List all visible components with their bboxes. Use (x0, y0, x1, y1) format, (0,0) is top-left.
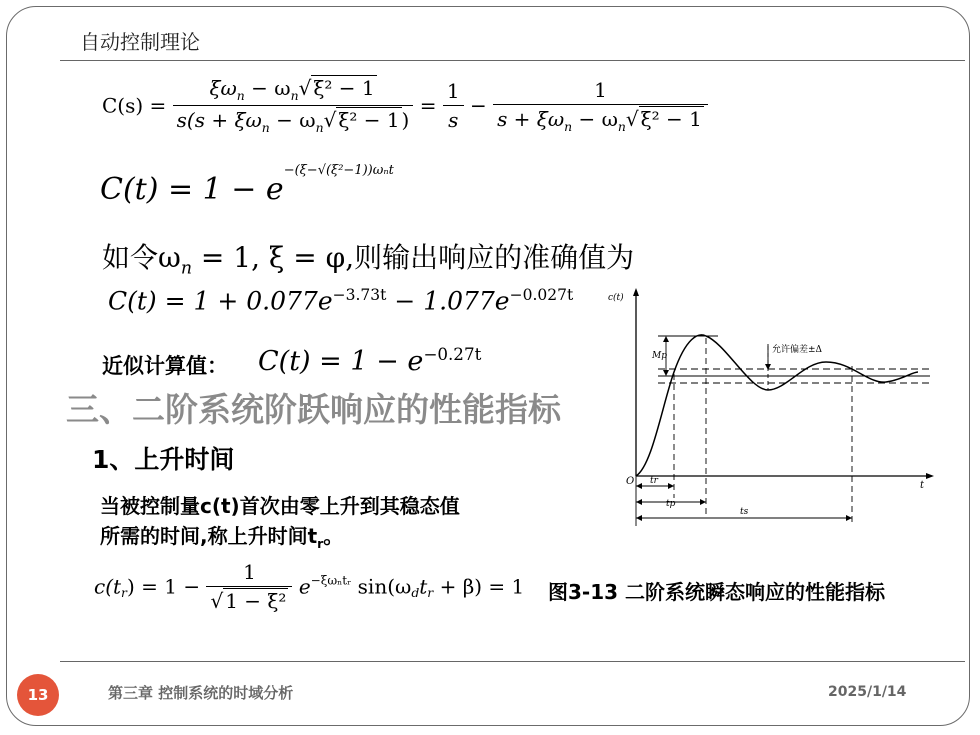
formula-rise-time: $c(t_r) = 1$ − $\frac{1}{\text{√ 1 − ξ²}}$ $e^{-\xi\omega_ntᵣ}$ $\sin(\omega_dt_r + \beta) = 1$ (94, 560, 525, 613)
rise-time-description: 当被控制量c(t)首次由零上升到其稳态值 所需的时间,称上升时间$t_r$。 (100, 494, 460, 551)
slide-header: 自动控制理论 (80, 30, 200, 54)
formula-exact-response: $C(t) = 1 + 0.077e^{-3.73t} - 1.077e^{-0.027t}$ (108, 286, 574, 316)
mp-label: Mp (652, 351, 667, 361)
tolerance-label: 允许偏差±Δ (772, 345, 823, 355)
page-number-badge: 13 (17, 674, 59, 716)
x-axis-label: t (920, 480, 925, 491)
x-axis-arrow (926, 473, 934, 479)
y-axis-label: c(t) (608, 293, 624, 303)
subsection-title: 1、上升时间 (92, 445, 235, 474)
ts-label: ts (740, 507, 749, 517)
y-axis-arrow (633, 288, 639, 296)
step-response-figure (600, 286, 945, 526)
figure-caption: 图3-13 二阶系统瞬态响应的性能指标 (548, 580, 886, 604)
section-title: 三、二阶系统阶跃响应的性能指标 (66, 390, 561, 429)
tr-label: tr (650, 476, 658, 486)
formula-cs: C(s) = $\frac{\xi\omega_n - \omega_n√ \xi^2 - 1}{s(s + \xi\omega_n - \omega_n√ \xi^2 - 1 )}$ = $\frac{1}{s}$ − $\frac{1}{s + \xi\omega_n - \omega_n√ \xi^2 - 1}$ (102, 76, 708, 135)
footer-rule (60, 661, 965, 662)
response-curve (636, 335, 918, 476)
header-rule (60, 60, 965, 61)
condition-line: 如令$\omega_n = 1$, ξ = φ,则输出响应的准确值为 (102, 241, 635, 279)
origin-label: O (626, 476, 635, 487)
tp-label: tp (666, 499, 676, 509)
formula-ct: $C(t) = 1 - e^{-(\xi-√(\xi^2-1))\omega_nt}$ (100, 163, 394, 207)
footer-chapter: 第三章 控制系统的时域分析 (108, 684, 294, 702)
formula-approx: $C(t) = 1 - e^{-0.27t}$ (258, 344, 482, 377)
approx-label: 近似计算值： (102, 354, 228, 378)
footer-date: 2025/1/14 (828, 684, 907, 700)
